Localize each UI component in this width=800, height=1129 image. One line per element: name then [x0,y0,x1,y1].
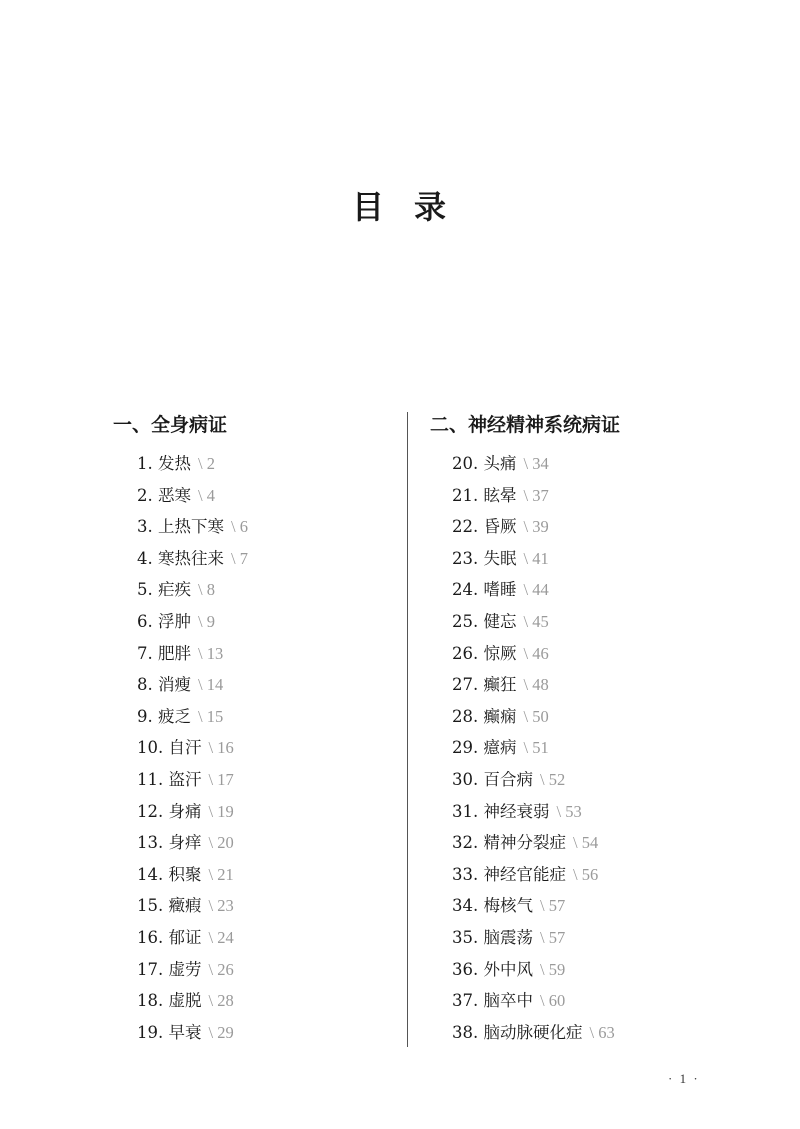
entry-page-ref: \ 46 [523,643,549,663]
entry-title: 精神分裂症 [483,833,566,853]
entry-title: 百合病 [483,769,533,789]
entry-page-ref: \ 14 [198,675,224,695]
entry-number: 5. [137,580,153,600]
toc-list-general [137,451,248,1051]
entry-number: 4. [137,548,153,568]
entry-page-ref: \ 60 [540,991,566,1011]
toc-entry[interactable] [452,514,615,546]
toc-entry[interactable] [137,767,248,799]
entry-number: 25. [452,611,479,631]
entry-title: 外中风 [483,959,533,979]
entry-number: 36. [452,959,479,979]
entry-title: 郁证 [168,927,202,947]
entry-page-ref: \ 52 [540,769,566,789]
entry-page-ref: \ 34 [523,454,549,473]
toc-entry[interactable] [452,988,615,1020]
entry-page-ref: \ 19 [208,801,234,821]
toc-entry[interactable] [137,641,248,673]
entry-number: 3. [137,517,153,537]
entry-title: 疲乏 [158,706,191,726]
entry-number: 7. [137,643,153,663]
entry-number: 21. [452,485,479,505]
entry-title: 脑动脉硬化症 [483,1022,583,1042]
entry-page-ref: \ 57 [540,927,566,947]
toc-entry[interactable] [137,862,248,894]
entry-title: 虚脱 [168,991,202,1011]
entry-page-ref: \ 28 [208,991,234,1011]
entry-title: 上热下寒 [158,517,224,537]
entry-page-ref: \ 7 [231,548,248,568]
toc-entry[interactable] [137,546,248,578]
entry-title: 头痛 [483,454,517,473]
entry-number: 16. [137,927,164,947]
toc-entry[interactable] [137,830,248,862]
toc-entry[interactable] [137,704,248,736]
entry-number: 32. [452,833,479,853]
toc-entry[interactable] [452,672,615,704]
entry-title: 早衰 [168,1022,202,1042]
entry-number: 29. [452,738,479,758]
entry-title: 盗汗 [168,769,202,789]
entry-page-ref: \ 15 [198,706,224,726]
entry-page-ref: \ 17 [208,769,234,789]
entry-number: 18. [137,991,164,1011]
toc-entry[interactable] [137,799,248,831]
entry-title: 寒热往来 [158,548,224,568]
entry-title: 自汗 [168,738,202,758]
entry-number: 13. [137,833,164,853]
entry-title: 惊厥 [483,643,517,663]
entry-title: 疟疾 [158,580,191,600]
entry-page-ref: \ 48 [523,675,549,695]
entry-page-ref: \ 57 [540,896,566,916]
page-title [0,182,800,228]
entry-title: 发热 [158,454,191,473]
entry-number: 24. [452,580,479,600]
page-number: · 1 · [668,1071,700,1086]
entry-title: 癥瘕 [168,896,202,916]
title-part-1: 目 [351,188,386,226]
entry-title: 浮肿 [158,611,191,631]
toc-entry[interactable] [452,735,615,767]
entry-title: 脑震荡 [483,927,533,947]
entry-title: 癫痫 [483,706,517,726]
entry-title: 神经衰弱 [483,801,550,821]
entry-page-ref: \ 23 [208,896,234,916]
entry-page-ref: \ 39 [523,517,549,537]
entry-page-ref: \ 45 [523,611,549,631]
toc-entry[interactable] [452,767,615,799]
entry-page-ref: \ 51 [523,738,549,758]
title-part-2: 录 [414,188,449,226]
toc-entry[interactable] [137,1020,248,1052]
entry-title: 神经官能症 [483,864,566,884]
entry-page-ref: \ 8 [198,580,215,600]
entry-page-ref: \ 24 [208,927,234,947]
entry-number: 30. [452,769,479,789]
entry-page-ref: \ 26 [208,959,234,979]
entry-number: 27. [452,675,479,695]
entry-number: 33. [452,864,479,884]
toc-entry[interactable] [452,799,615,831]
toc-entry[interactable] [137,925,248,957]
toc-entry[interactable] [452,830,615,862]
entry-page-ref: \ 9 [198,611,215,631]
entry-title: 恶寒 [158,485,191,505]
entry-page-ref: \ 54 [573,833,599,853]
entry-title: 健忘 [483,611,517,631]
toc-entry[interactable] [137,893,248,925]
entry-title: 癫狂 [483,675,517,695]
toc-entry[interactable] [452,893,615,925]
entry-page-ref: \ 63 [589,1022,615,1042]
entry-number: 28. [452,706,479,726]
entry-page-ref: \ 2 [198,454,215,473]
toc-entry[interactable] [137,735,248,767]
entry-number: 14. [137,864,164,884]
entry-page-ref: \ 13 [198,643,224,663]
toc-entry[interactable] [452,641,615,673]
entry-number: 26. [452,643,479,663]
entry-number: 10. [137,738,164,758]
entry-title: 眩晕 [483,485,517,505]
toc-entry[interactable] [452,546,615,578]
toc-entry[interactable] [452,451,615,483]
entry-page-ref: \ 41 [523,548,549,568]
entry-number: 6. [137,611,153,631]
entry-page-ref: \ 53 [556,801,582,821]
entry-number: 19. [137,1022,164,1042]
entry-page-ref: \ 4 [198,485,215,505]
toc-entry[interactable] [452,483,615,515]
entry-number: 11. [137,769,164,789]
entry-page-ref: \ 6 [231,517,248,537]
column-divider [407,412,408,1047]
entry-page-ref: \ 37 [523,485,549,505]
entry-page-ref: \ 50 [523,706,549,726]
entry-number: 1. [137,454,153,473]
entry-title: 积聚 [168,864,202,884]
toc-entry[interactable] [137,451,248,483]
toc-entry[interactable] [452,704,615,736]
entry-title: 虚劳 [168,959,202,979]
toc-entry[interactable] [452,957,615,989]
toc-entry[interactable] [452,1020,615,1052]
entry-title: 身痛 [168,801,202,821]
entry-title: 身痒 [168,833,202,853]
toc-entry[interactable] [452,862,615,894]
entry-number: 8. [137,675,153,695]
entry-number: 2. [137,485,153,505]
toc-entry[interactable] [137,483,248,515]
toc-entry[interactable] [452,609,615,641]
toc-entry[interactable] [137,514,248,546]
entry-number: 22. [452,517,479,537]
toc-entry[interactable] [452,925,615,957]
entry-number: 38. [452,1022,479,1042]
toc-list-neuro [452,451,615,1051]
section-heading-general: 一、全身病证 [113,414,228,436]
entry-page-ref: \ 59 [540,959,566,979]
entry-number: 20. [452,454,479,473]
entry-number: 31. [452,801,479,821]
toc-entry[interactable] [137,577,248,609]
entry-number: 35. [452,927,479,947]
entry-title: 昏厥 [483,517,517,537]
entry-title: 肥胖 [158,643,191,663]
entry-number: 17. [137,959,164,979]
entry-title: 消瘦 [158,675,191,695]
entry-number: 15. [137,896,164,916]
entry-number: 23. [452,548,479,568]
entry-title: 嗜睡 [483,580,517,600]
entry-number: 12. [137,801,164,821]
entry-number: 37. [452,991,479,1011]
entry-title: 脑卒中 [483,991,533,1011]
toc-entry[interactable] [137,988,248,1020]
toc-entry[interactable] [137,609,248,641]
entry-title: 失眠 [483,548,517,568]
entry-page-ref: \ 20 [208,833,234,853]
entry-number: 34. [452,896,479,916]
toc-entry[interactable] [137,957,248,989]
entry-title: 梅核气 [483,896,533,916]
entry-page-ref: \ 29 [208,1022,234,1042]
entry-number: 9. [137,706,153,726]
toc-entry[interactable] [452,577,615,609]
entry-page-ref: \ 21 [208,864,234,884]
entry-page-ref: \ 56 [573,864,599,884]
entry-page-ref: \ 44 [523,580,549,600]
section-heading-neuro: 二、神经精神系统病证 [430,414,621,436]
toc-entry[interactable] [137,672,248,704]
entry-title: 癔病 [483,738,517,758]
entry-page-ref: \ 16 [208,738,234,758]
